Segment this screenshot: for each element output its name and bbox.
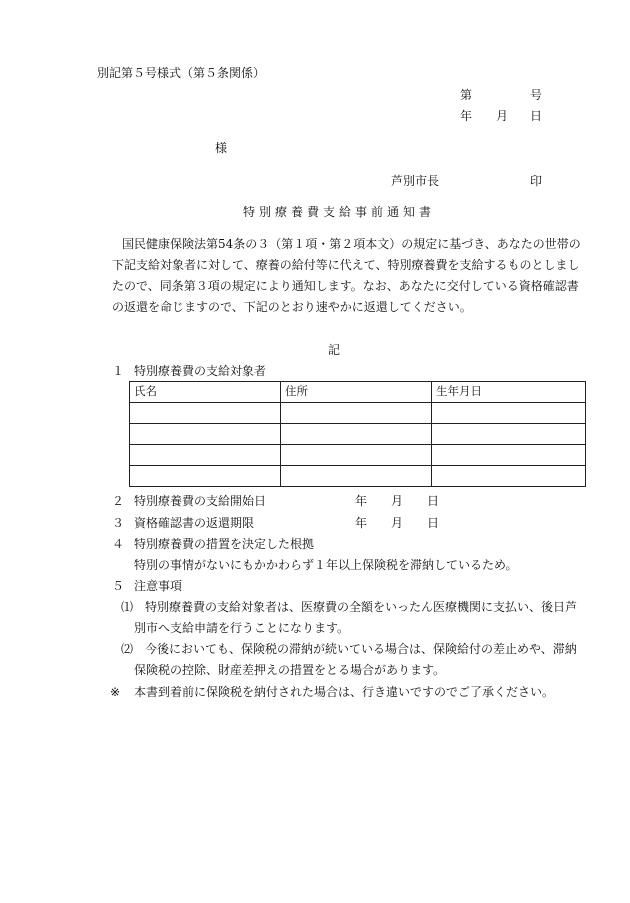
body-line-2: 下記支給対象者に対して、療養の給付等に代えて、特別療養費を支給するものとしまし (112, 258, 580, 272)
item2-label: 特別療養費の支給開始日 (134, 494, 267, 508)
note2-line2: 保険税の控除、財産差押えの措置をとる場合があります。 (134, 663, 446, 677)
ki-heading: 記 (328, 343, 341, 357)
table-row (130, 403, 586, 424)
document-title: 特別療養費支給事前通知書 (243, 205, 436, 219)
body-line-4: の返還を命じますので、下記のとおり速やかに返還してください。 (112, 300, 472, 314)
date-day: 日 (530, 109, 543, 123)
cell-birthdate (432, 424, 586, 445)
table-row (130, 445, 586, 466)
body-line-1: 国民健康保険法第54条の３（第１項・第２項本文）の規定に基づき、あなたの世帯の (122, 237, 581, 251)
table-row (130, 424, 586, 445)
note2-number: ⑵ (121, 642, 134, 656)
note1-line1: 特別療養費の支給対象者は、医療費の全額をいったん医療機関に支払い、後日芦 (145, 600, 578, 614)
item5-label: 注意事項 (134, 579, 183, 593)
date-month: 月 (496, 109, 509, 123)
cell-birthdate (432, 466, 586, 487)
item3-month: 月 (391, 516, 404, 530)
cell-name (130, 424, 281, 445)
item2-number: ２ (112, 494, 125, 508)
item5-number: ５ (112, 579, 125, 593)
cell-name (130, 403, 281, 424)
cell-address (281, 424, 432, 445)
cell-birthdate (432, 403, 586, 424)
cell-address (281, 403, 432, 424)
item3-year: 年 (355, 516, 368, 530)
header-address: 住所 (281, 382, 432, 403)
addressee-suffix: 様 (215, 141, 228, 155)
number-go: 号 (530, 88, 543, 102)
note2-line1: 今後においても、保険税の滞納が続いている場合は、保険給付の差止めや、滞納 (145, 642, 577, 656)
seal-mark: 印 (530, 174, 543, 188)
item4-number: ４ (112, 537, 125, 551)
item3-day: 日 (427, 516, 440, 530)
cell-address (281, 445, 432, 466)
note1-line2: 別市へ支給申請を行うことになります。 (134, 621, 350, 635)
header-birthdate: 生年月日 (432, 382, 586, 403)
note1-number: ⑴ (121, 600, 134, 614)
subjects-table (129, 381, 586, 487)
item2-day: 日 (427, 494, 440, 508)
footnote-mark: ※ (110, 685, 121, 699)
item3-label: 資格確認書の返還期限 (134, 516, 255, 530)
issuer-name: 芦別市長 (391, 174, 440, 188)
form-label: 別記第５号様式（第５条関係） (97, 66, 266, 80)
cell-name (130, 445, 281, 466)
item1-label: 特別療養費の支給対象者 (134, 364, 267, 378)
body-line-3: たので、同条第３項の規定により通知します。なお、あなたに交付している資格確認書 (112, 279, 579, 293)
item2-year: 年 (355, 494, 368, 508)
date-year: 年 (460, 109, 473, 123)
header-name: 氏名 (130, 382, 281, 403)
item4-reason: 特別の事情がないにもかかわらず１年以上保険税を滞納しているため。 (134, 558, 518, 572)
item4-label: 特別療養費の措置を決定した根拠 (134, 537, 315, 551)
number-dai: 第 (460, 88, 473, 102)
cell-name (130, 466, 281, 487)
cell-address (281, 466, 432, 487)
cell-birthdate (432, 445, 586, 466)
item1-number: １ (112, 364, 125, 378)
item3-number: ３ (112, 516, 125, 530)
footnote-text: 本書到着前に保険税を納付された場合は、行き違いですのでご了承ください。 (134, 685, 555, 699)
table-row (130, 466, 586, 487)
table-header-row (130, 382, 586, 403)
item2-month: 月 (391, 494, 404, 508)
